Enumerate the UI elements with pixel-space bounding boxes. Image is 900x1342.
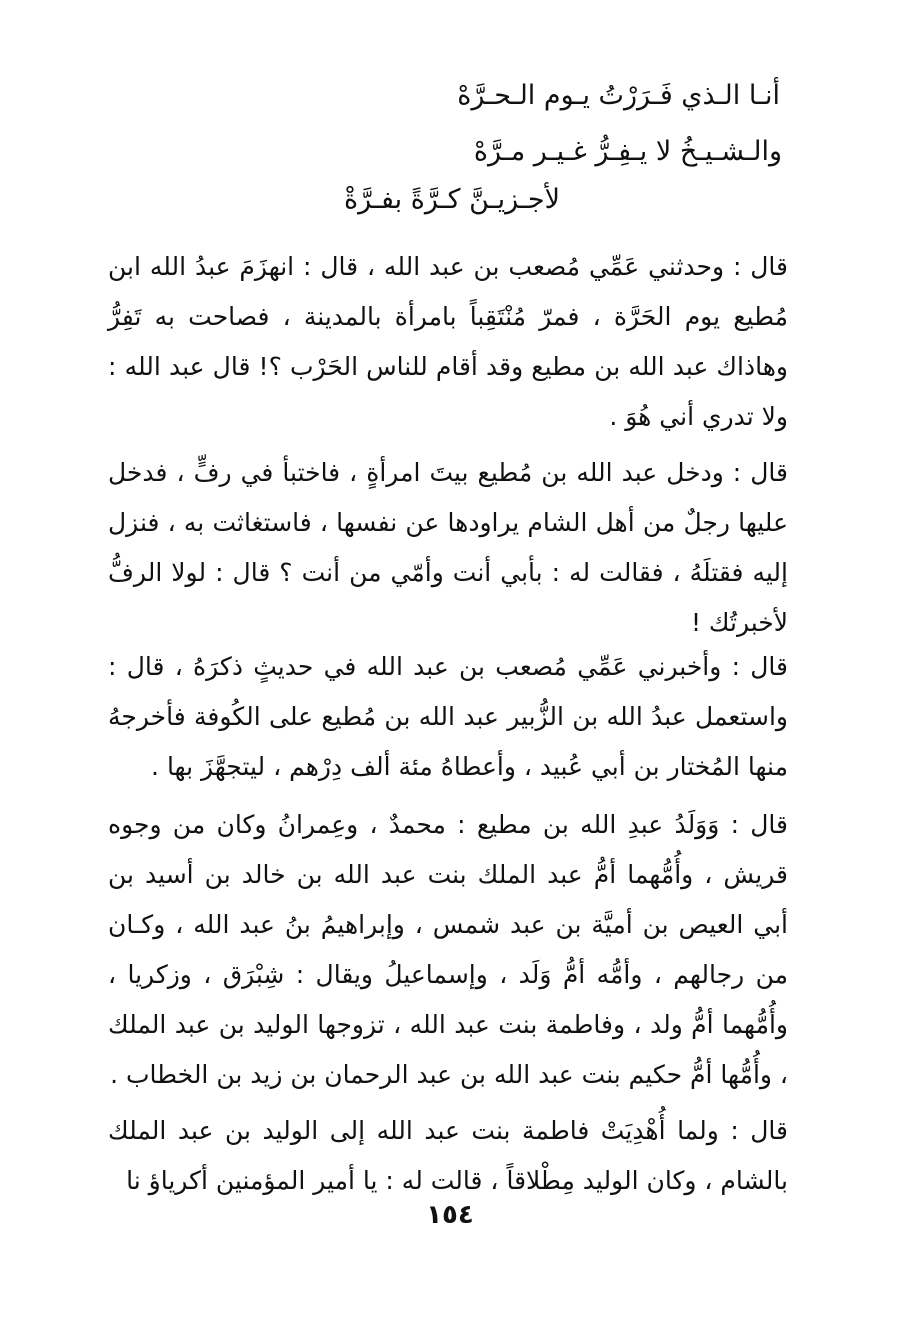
verse-line: لأجـزيـنَّ كـرَّةً بفـرَّةْ xyxy=(344,184,560,215)
paragraph: قال : ودخل عبد الله بن مُطيع بيتَ امرأةٍ ، فاختبأ في رفٍّ ، فدخل عليها رجلٌ من أهل الشام يراودها عن نفسها ، فاستغاثت به ، فنزل إليه فقتلَهُ ، فقالت له : بأبي أنت وأمّي من أنت ؟ قال : لولا الرفُّ لأخبرتُك ! xyxy=(108,458,788,637)
paragraph: قال : وأخبرني عَمِّي مُصعب بن عبد الله في حديثٍ ذكرَهُ ، قال : واستعمل عبدُ الله بن الزُّبير عبد الله بن مُطيع على الكُوفة فأخرجهُ منها المُختار بن أبي عُبيد ، وأعطاهُ مئة ألف دِرْهم ، ليتجهَّزَ بها . xyxy=(108,652,788,781)
verse-line: أنـا الـذي فَـرَرْتُ يـوم الـحـرَّهْ xyxy=(457,80,780,111)
paragraph: قال : وحدثني عَمِّي مُصعب بن عبد الله ، قال : انهزَمَ عبدُ الله ابن مُطيع يوم الحَرَّة ، فمرّ مُنْتَقِباً بامرأة بالمدينة ، فصاحت به تَفِرُّ وهاذاك عبد الله بن مطيع وقد أقام للناس الحَرْب ؟! قال عبد الله : ولا تدري أني هُوَ . xyxy=(108,252,788,431)
page-number: ١٥٤ xyxy=(426,1200,474,1230)
paragraph: قال : وَوَلَدُ عبدِ الله بن مطيع : محمدٌ ، وعِمرانُ وكان من وجوه قريش ، وأُمُّهما أمُّ عبد الملك بنت عبد الله بن خالد بن أسيد بن أبي العيص بن أميَّة بن عبد شمس ، وإبراهيمُ بنُ عبد الله ، وكـان من رجالهم ، وأمُّه أمُّ وَلَد ، وإسماعيلُ ويقال : شِبْرَق ، وزكريا ، وأُمُّهما أمُّ ولد ، وفاطمة بنت عبد الله ، تزوجها الوليد بن عبد الملك ، وأُمُّها أمُّ حكيم بنت عبد الله بن عبد الرحمان بن زيد بن الخطاب . xyxy=(108,810,788,1089)
verse-line: والـشـيـخُ لا يـفِـرُّ غـيـر مـرَّهْ xyxy=(473,136,782,167)
paragraph: قال : ولما أُهْدِيَتْ فاطمة بنت عبد الله إلى الوليد بن عبد الملك بالشام ، وكان الوليد مِطْلاقاً ، قالت له : يا أمير المؤمنين أكرياؤ نا xyxy=(108,1116,788,1195)
